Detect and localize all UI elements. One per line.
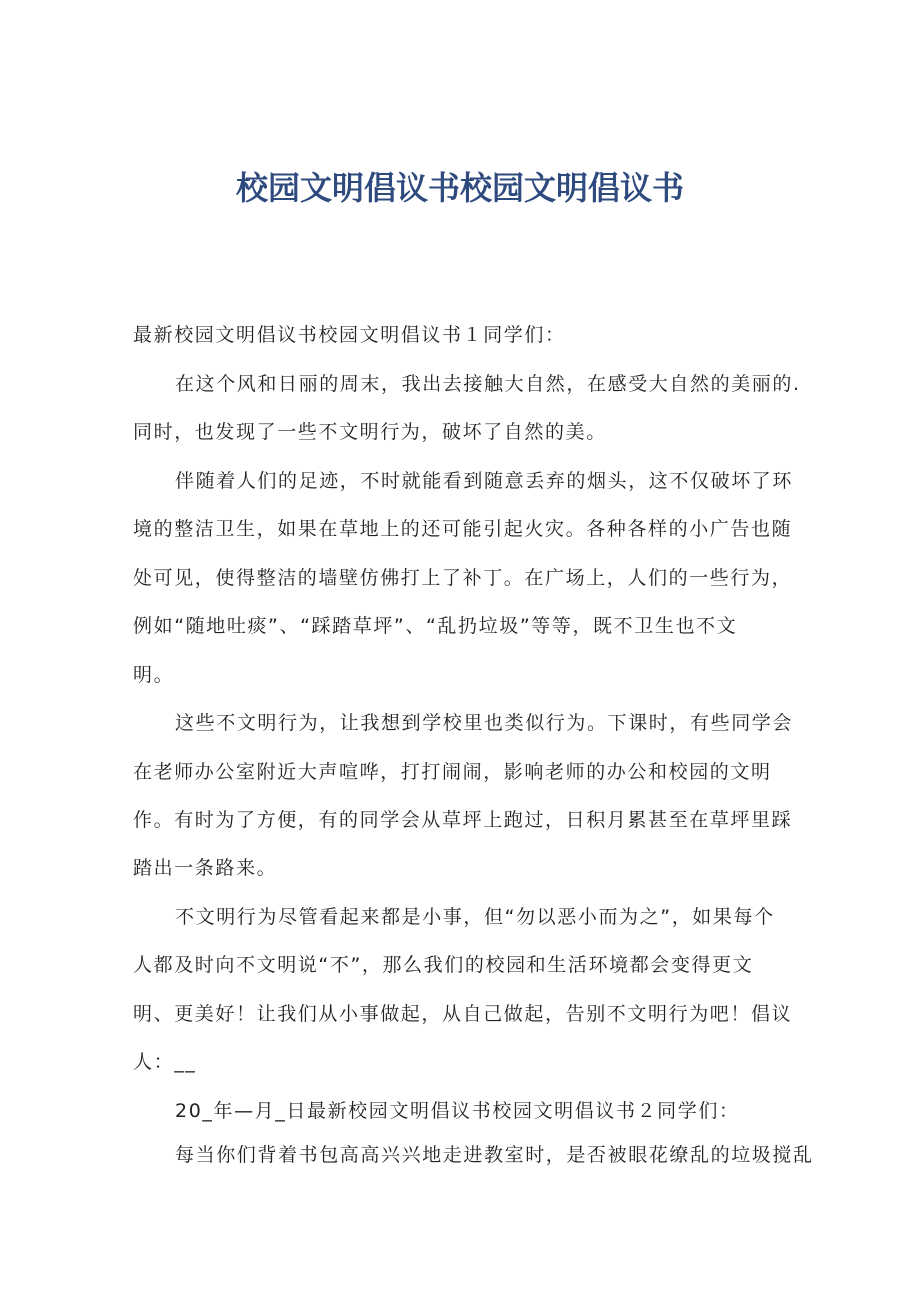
body-line-11: 作。有时为了方便，有的同学会从草坪上跑过，日积月累甚至在草坪里踩 [133,809,793,831]
document-title: 校园文明倡议书校园文明倡议书 [235,169,684,207]
body-line-8: 明。 [133,664,175,686]
body-line-2: 在这个风和日丽的周末，我出去接触大自然，在感受大自然的美丽的. [175,373,801,395]
body-line-15: 明、更美好！让我们从小事做起，从自己做起，告别不文明行为吧！倡议 [133,1003,793,1025]
body-line-10: 在老师办公室附近大声喧哗，打打闹闹，影响老师的办公和校园的文明 [133,761,772,783]
body-line-4: 伴随着人们的足迹，不时就能看到随意丢弃的烟头，这不仅破坏了环 [175,470,794,492]
body-line-5: 境的整洁卫生，如果在草地上的还可能引起火灾。各种各样的小广告也随 [133,518,793,540]
body-line-7: 例如“随地吐痰”、“踩踏草坪”、“乱扔垃圾”等等，既不卫生也不文 [133,615,738,637]
body-line-16: 人：__ [133,1051,197,1073]
body-line-17: 20_年—月_日最新校园文明倡议书校园文明倡议书２同学们： [175,1100,740,1122]
body-line-6: 处可见，使得整洁的墙壁仿佛打上了补丁。在广场上，人们的一些行为， [133,567,793,589]
body-line-1: 最新校园文明倡议书校园文明倡议书１同学们： [133,324,566,346]
body-line-3: 同时，也发现了一些不文明行为，破坏了自然的美。 [133,421,607,443]
body-line-13: 不文明行为尽管看起来都是小事，但“勿以恶小而为之”，如果每个 [175,906,775,928]
body-line-18: 每当你们背着书包高高兴兴地走进教室时，是否被眼花缭乱的垃圾搅乱 [175,1144,814,1166]
body-line-14: 人都及时向不文明说“不”，那么我们的校园和生活环境都会变得更文 [133,954,754,976]
body-line-9: 这些不文明行为，让我想到学校里也类似行为。下课时，有些同学会 [175,712,794,734]
body-line-12: 踏出一条路来。 [133,857,278,879]
